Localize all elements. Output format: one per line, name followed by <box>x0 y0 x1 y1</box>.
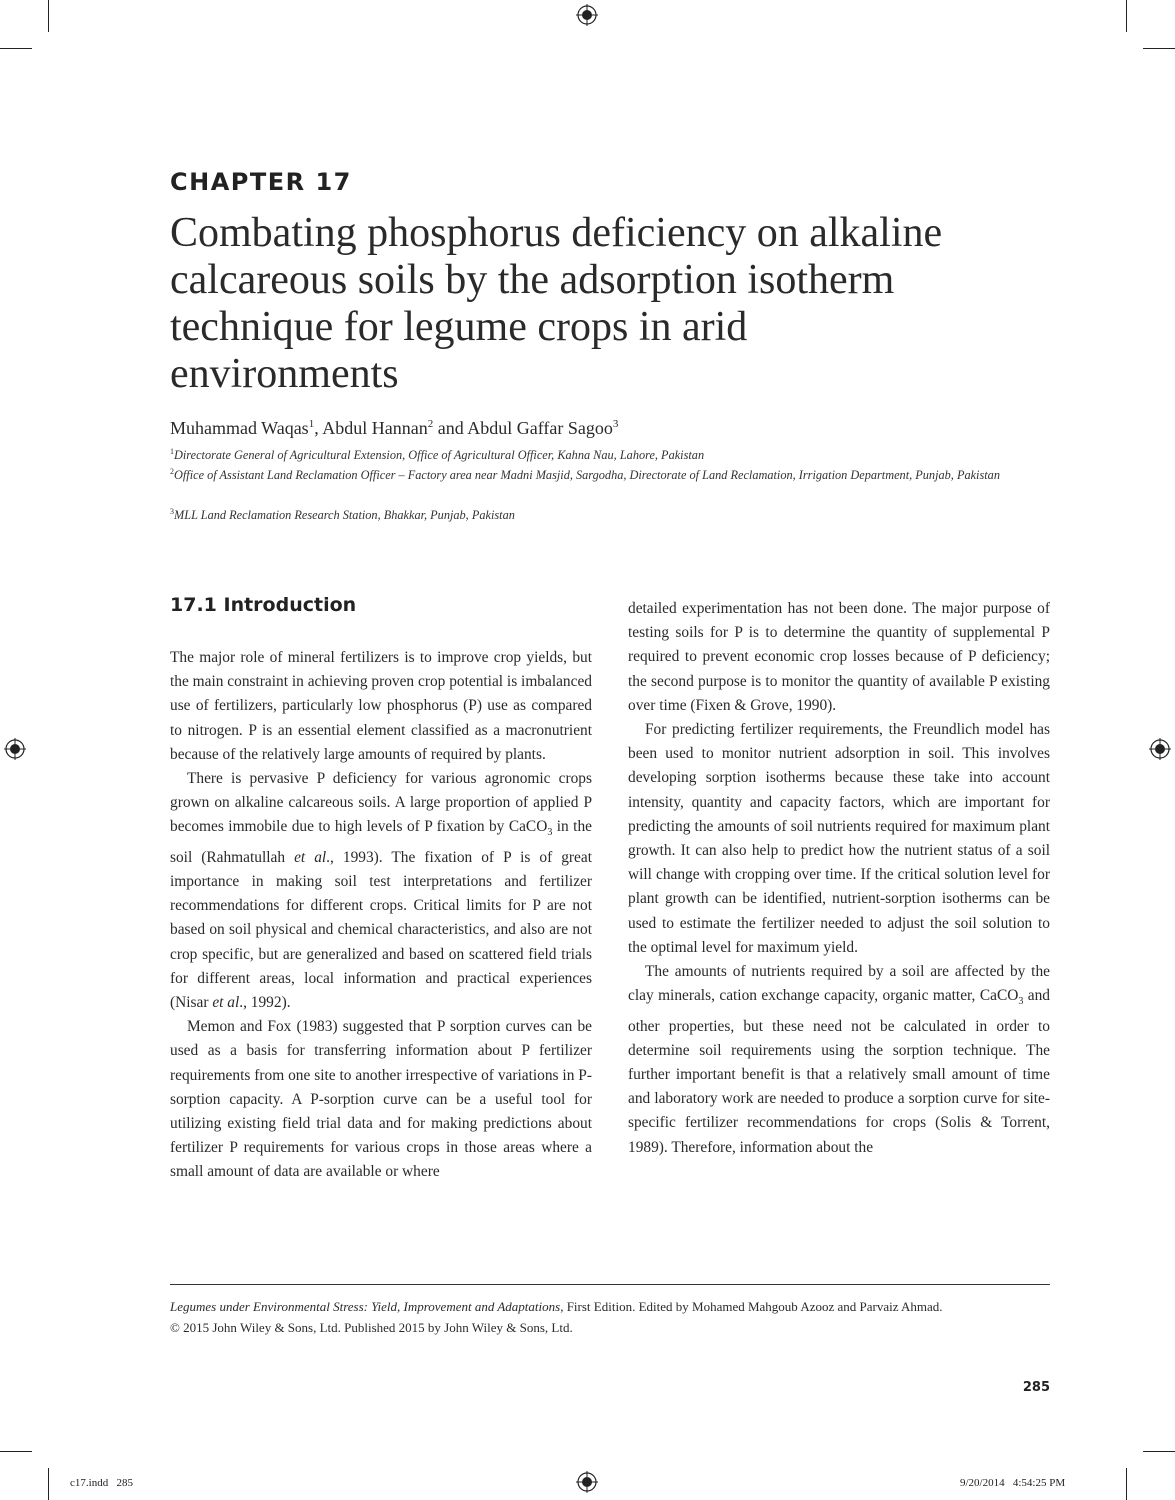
registration-mark-icon <box>1149 738 1171 760</box>
text-run: ., 1993). The fixation of P is of great importance in making soil test interpretations and fertilizer recommendations for different crops. Critical limits for P are not based on soil physical and chemical characteristics, and also are not crop specific, but are generalized and based on scattered field trials for different areas, local information and practical experiences (Nisar <box>170 848 592 1011</box>
body-paragraph: detailed experimentation has not been done. The major purpose of testing soils for P is to determine the quantity of supplemental P required to prevent economic crop losses because of P deficiency; the second purpose is to monitor the quantity of available P existing over time (Fixen & Grove, 1990). <box>628 600 1050 714</box>
text-run: ., 1992). <box>239 993 291 1011</box>
author-affil-sup: 3 <box>612 418 619 430</box>
affiliation-2 <box>170 462 1010 485</box>
section-heading: 17.1 Introduction <box>170 594 357 616</box>
right-column <box>628 597 1050 1160</box>
crop-mark-bottom-left-h <box>0 1451 32 1452</box>
subscript: 3 <box>1018 996 1024 1008</box>
affiliation-text: MLL Land Reclamation Research Station, Bhakkar, Punjab, Pakistan <box>174 508 515 523</box>
registration-mark-icon <box>576 1471 598 1493</box>
author-separator: , <box>314 418 323 438</box>
text-run: and other properties, but these need not be calculated in order to determine soil requirements using the sorption technique. The further important benefit is that a relatively small amount of time and laboratory work are needed to produce a sorption curve for site-specific fertilizer recommendations for crops (Solis & Torrent, 1989). Therefore, information about the <box>628 987 1050 1156</box>
body-paragraph <box>170 767 592 1015</box>
author-separator: and <box>433 418 468 438</box>
crop-mark-bottom-right-v <box>1126 1468 1127 1500</box>
body-paragraph: The major role of mineral fertilizers is to improve crop yields, but the main constraint in achieving proven crop potential is imbalanced use of fertilizers, particularly low phosphorus (P) use as compared to nitrogen. P is an essential element classified as a macronutrient because of the relatively large amounts of required by plants. <box>170 649 592 763</box>
left-column <box>170 646 592 1185</box>
body-paragraph: For predicting fertilizer requirements, the Freundlich model has been used to monitor nutrient adsorption in soil. This involves developing sorption isotherms because these take into account intensity, quantity and capacity factors, which are important for predicting the amounts of soil nutrients required for maximum plant growth. It can also help to predict how the nutrient status of a soil will change with cropping over time. If the critical solution level for plant growth can be identified, nutrient-sorption isotherms can be used to estimate the fertilizer needed to adjust the soil solution to the optimal level for maximum yield. <box>628 721 1050 956</box>
chapter-title-line: technique for legume crops in arid <box>170 304 748 350</box>
page-number: 285 <box>1022 1380 1050 1395</box>
crop-mark-top-right-h <box>1143 48 1175 49</box>
crop-mark-top-right-v <box>1126 0 1127 32</box>
author-list <box>170 418 618 439</box>
registration-mark-icon <box>576 4 598 26</box>
crop-mark-top-left-h <box>0 48 32 49</box>
chapter-title-line: Combating phosphorus deficiency on alkaline <box>170 210 943 256</box>
body-paragraph: Memon and Fox (1983) suggested that P sorption curves can be used as a basis for transferring information about P fertilizer requirements from one site to another irrespective of variations in P-sorption capacity. A P-sorption curve can be a useful tool for utilizing existing field trial data and for making predictions about fertilizer P requirements for various crops in those areas where a small amount of data are available or where <box>170 1018 592 1181</box>
affiliation-sup: 1 <box>170 447 174 456</box>
slug-timestamp: 9/20/2014 4:54:25 PM <box>960 1477 1066 1489</box>
author-affil-sup: 1 <box>308 418 315 430</box>
italic-run: et al <box>212 993 240 1011</box>
text-run: in the soil (Rahmatullah <box>170 818 592 866</box>
chapter-title-line: calcareous soils by the adsorption isotherm <box>170 257 895 303</box>
affiliation-text: Directorate General of Agricultural Extension, Office of Agricultural Officer, Kahna Nau, Lahore, Pakistan <box>174 448 705 463</box>
text-run: There is pervasive P deficiency for various agronomic crops grown on alkaline calcareous soils. A large proportion of applied P becomes immobile due to high levels of P fixation by CaCO <box>170 770 592 836</box>
affiliation-sup: 3 <box>170 507 174 516</box>
author-name: Muhammad Waqas <box>170 418 309 438</box>
affiliation-3 <box>170 502 1050 525</box>
affiliation-text: Office of Assistant Land Reclamation Officer – Factory area near Madni Masjid, Sargodha, Directorate of Land Reclamation, Irrigation Department, Punjab, Pakistan <box>174 468 1000 483</box>
book-title: Legumes under Environmental Stress: Yield, Improvement and Adaptations <box>170 1299 561 1314</box>
slug-filename: c17.indd 285 <box>70 1477 133 1489</box>
crop-mark-bottom-right-h <box>1143 1451 1175 1452</box>
crop-mark-bottom-left-v <box>48 1468 49 1500</box>
body-paragraph <box>628 960 1050 1160</box>
chapter-title <box>170 210 1070 398</box>
edition-text: , First Edition. Edited by Mohamed Mahgoub Azooz and Parvaiz Ahmad. <box>560 1299 943 1314</box>
affiliation-sup: 2 <box>170 467 174 476</box>
subscript: 3 <box>547 827 553 839</box>
author-name: Abdul Gaffar Sagoo <box>467 418 613 438</box>
chapter-title-line: environments <box>170 351 399 397</box>
author-name: Abdul Hannan <box>322 418 428 438</box>
registration-mark-icon <box>4 738 26 760</box>
footnote <box>170 1296 1070 1338</box>
copyright-text: © 2015 John Wiley & Sons, Ltd. Published 2015 by John Wiley & Sons, Ltd. <box>170 1320 573 1335</box>
chapter-label: CHAPTER 17 <box>170 168 352 196</box>
author-affil-sup: 2 <box>427 418 434 430</box>
italic-run: et al <box>294 848 327 866</box>
text-run: The amounts of nutrients required by a soil are affected by the clay minerals, cation exchange capacity, organic matter, CaCO <box>628 963 1050 1005</box>
footnote-rule <box>170 1284 1050 1285</box>
crop-mark-top-left-v <box>48 0 49 32</box>
